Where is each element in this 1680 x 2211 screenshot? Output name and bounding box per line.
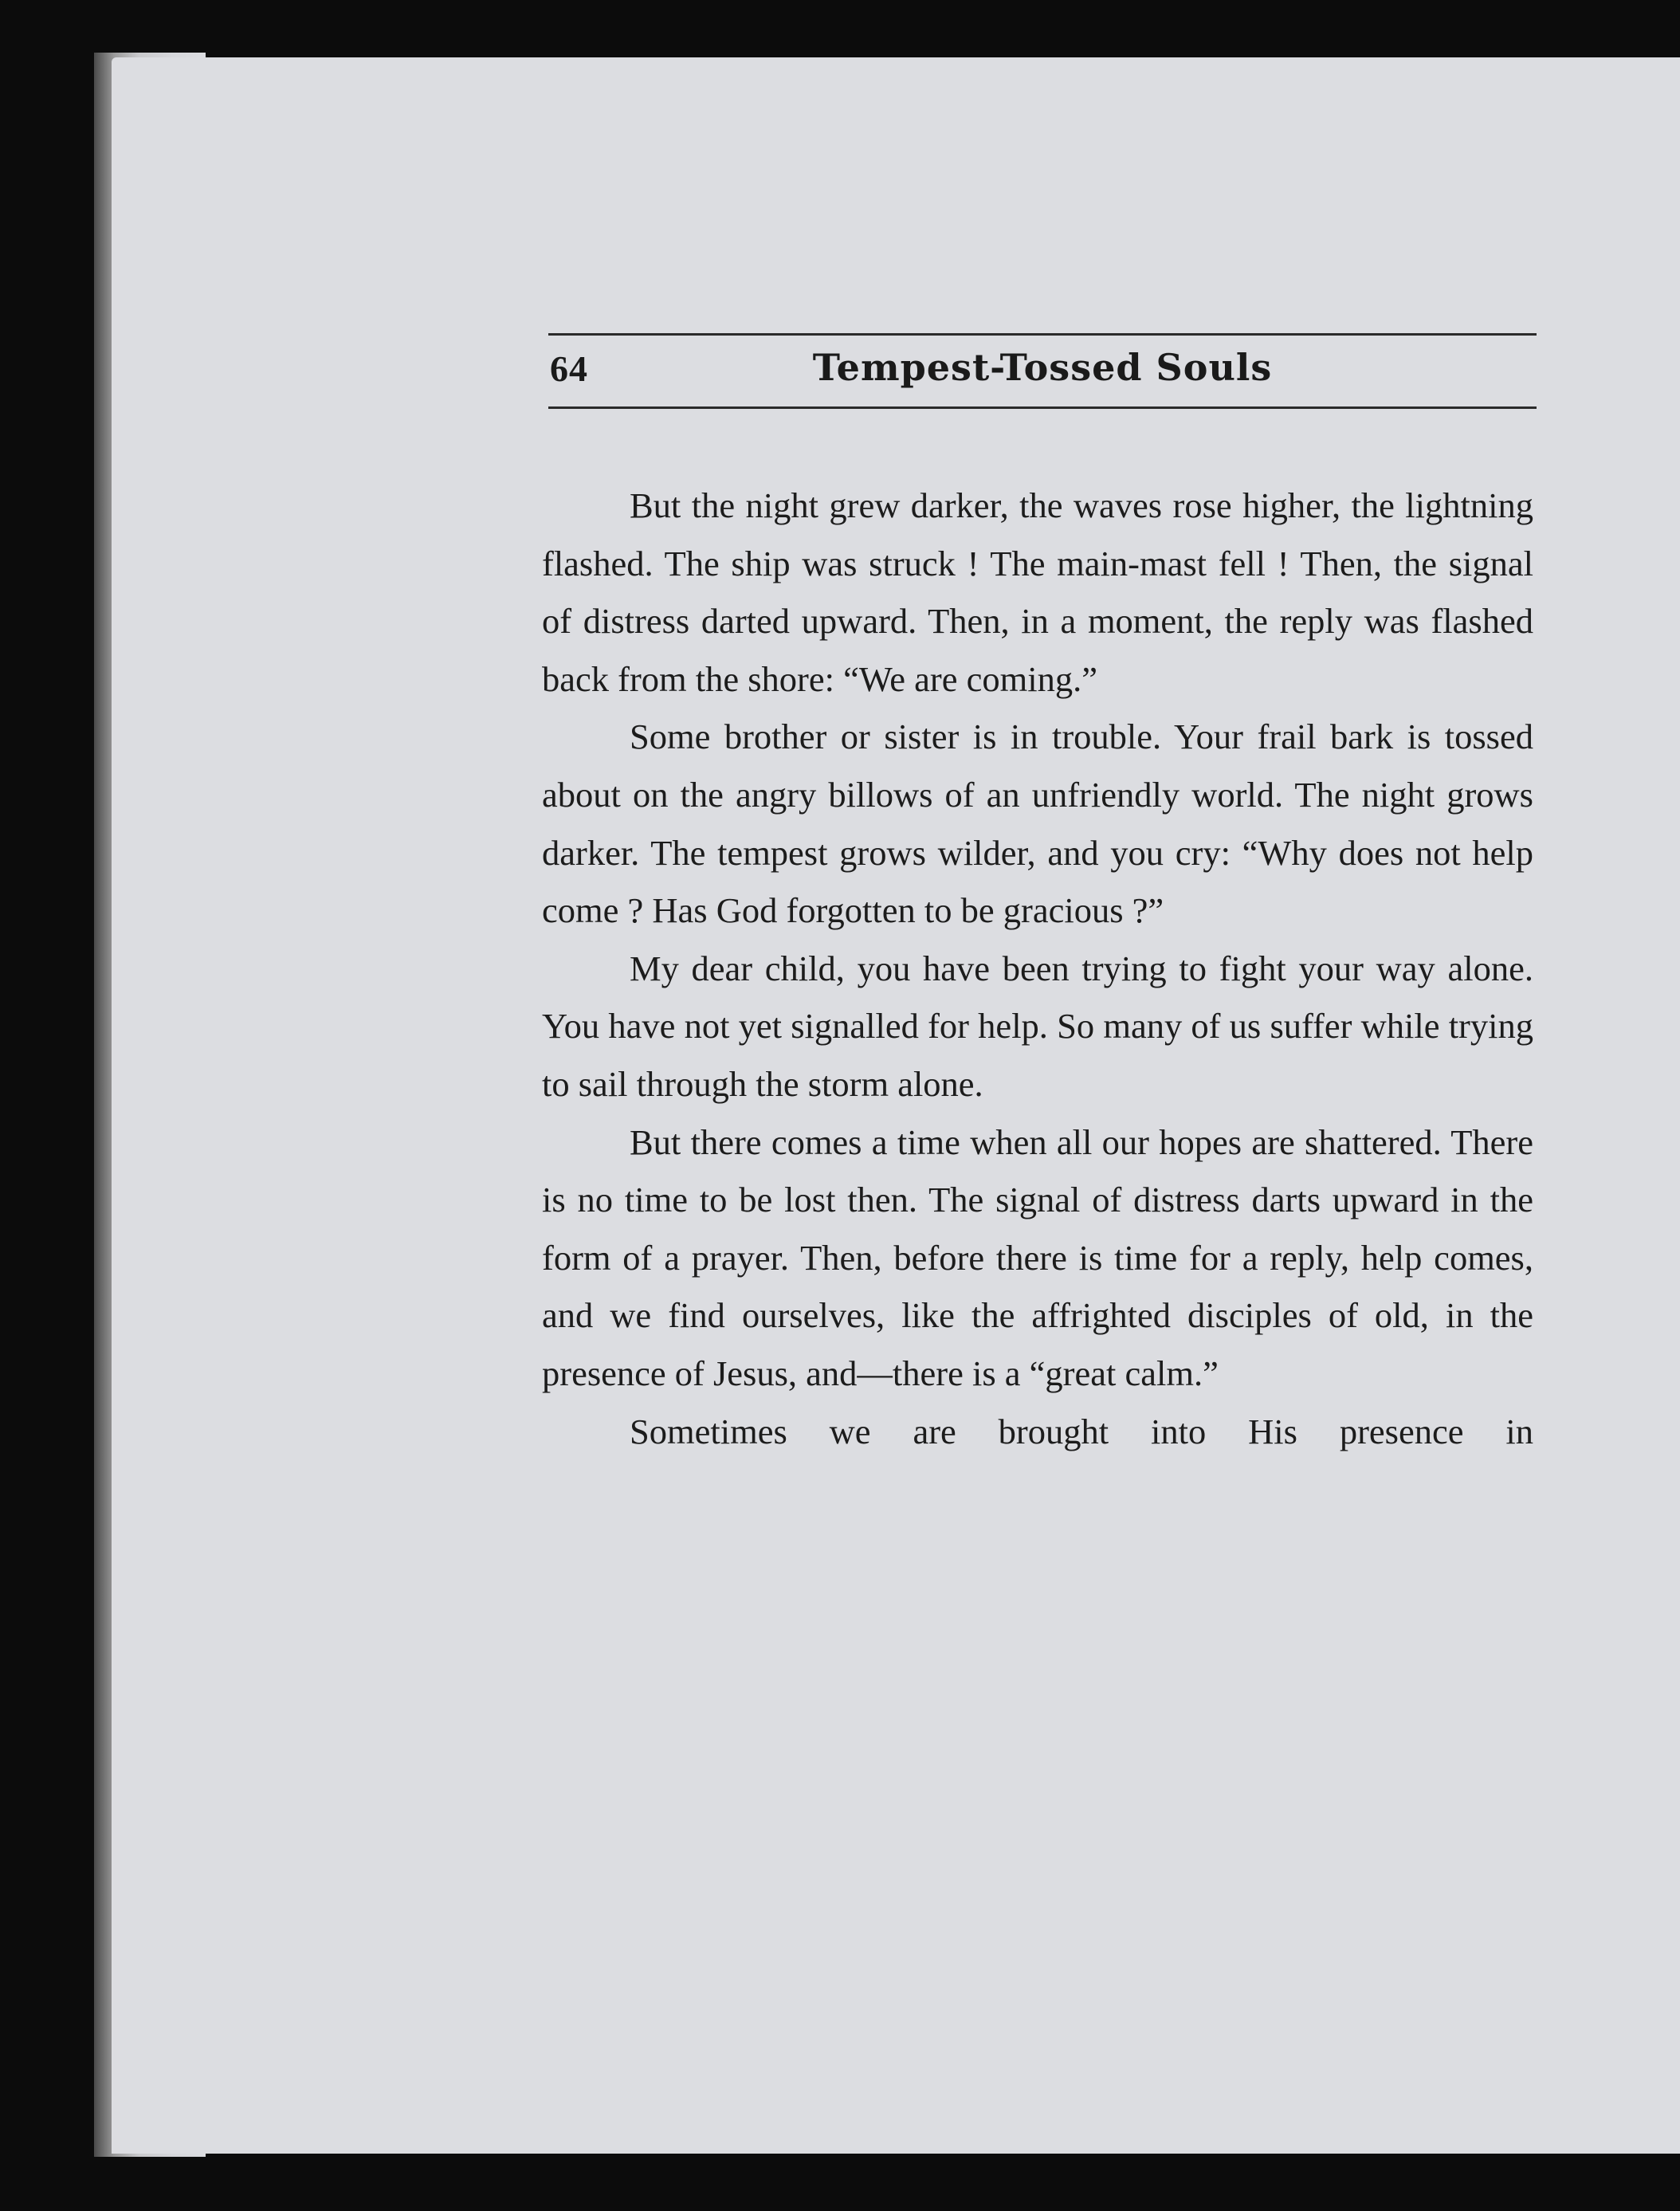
running-title: Tempest-Tossed Souls: [812, 346, 1273, 389]
paragraph-4: But there comes a time when all our hopes are shattered. There is no time to be lost then. The signal of distress darts upward in the form of a prayer. Then, before there is time for a reply, help comes, and we find ourselves, like the affrighted disciples of old, in the presence of Jesus, and—there is a “great calm.”: [542, 1121, 1533, 1393]
paragraph-3: My dear child, you have been trying to fight your way alone. You have not yet signalled for help. So many of us suffer while trying to sail through the storm alone.: [542, 948, 1533, 1104]
page-body: [542, 477, 1533, 1460]
header-rule-bottom: [548, 406, 1537, 409]
paragraph-5: Sometimes we are brought into His presence in: [630, 1411, 1533, 1451]
page-number: 64: [550, 348, 588, 389]
paragraph-2: Some brother or sister is in trouble. Your frail bark is tossed about on the angry billows of an unfriendly world. The night grows darker. The tempest grows wilder, and you cry: “Why does not help come ? Has God forgotten to be gracious ?”: [542, 717, 1533, 931]
header-rule-top: [548, 333, 1537, 336]
paragraph-1: But the night grew darker, the waves rose higher, the lightning flashed. The ship was struck ! The main-mast fell ! Then, the signal of distress darted upward. Then, in a moment, the reply was flashed back from the shore: “We are coming.”: [542, 485, 1533, 699]
